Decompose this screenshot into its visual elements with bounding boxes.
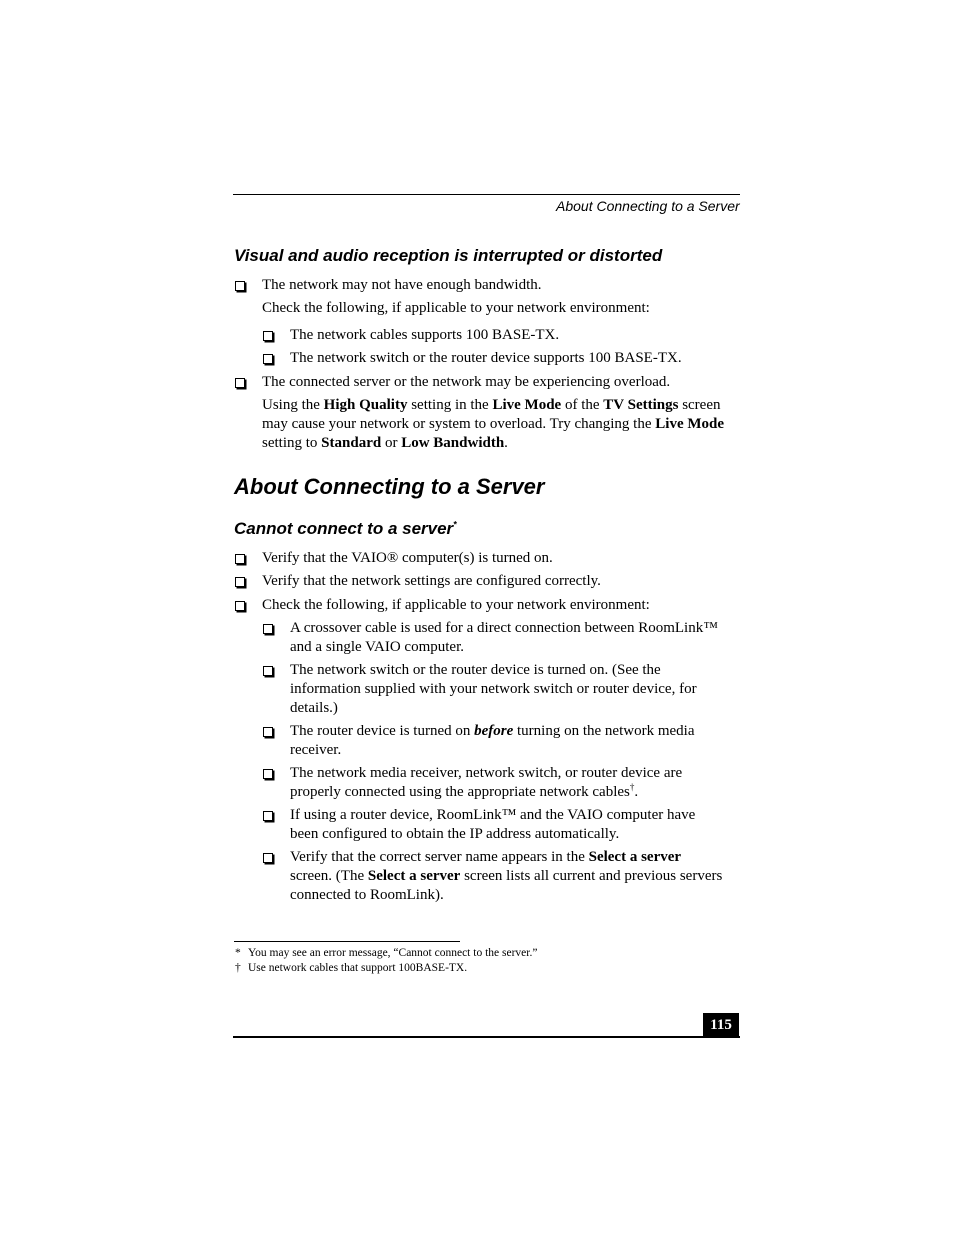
header-rule [233, 194, 740, 195]
section-heading-reception: Visual and audio reception is interrupted or distorted [234, 246, 663, 265]
footnote-ref-star: * [453, 519, 457, 530]
bullet-text: Verify that the network settings are configured correctly. [262, 573, 601, 589]
checkbox-bullet [263, 331, 273, 341]
checkbox-bullet [235, 281, 245, 291]
sub-bullet-text: details.) [290, 700, 338, 716]
footnote-text: Use network cables that support 100BASE-TX. [248, 962, 468, 974]
sub-bullet-text: The network switch or the router device supports 100 BASE-TX. [290, 350, 682, 366]
footnote-text: You may see an error message, “Cannot connect to the server.” [248, 947, 538, 959]
running-header: About Connecting to a Server [556, 198, 740, 214]
checkbox-bullet [263, 769, 273, 779]
bullet-note: Check the following, if applicable to your network environment: [262, 300, 650, 316]
checkbox-bullet [263, 727, 273, 737]
bullet-text: Check the following, if applicable to your network environment: [262, 597, 650, 613]
checkbox-bullet [235, 378, 245, 388]
bullet-text: The network may not have enough bandwidth. [262, 277, 542, 293]
sub-bullet-text: connected to RoomLink). [290, 887, 444, 903]
paragraph-line: Using the High Quality setting in the Live Mode of the TV Settings screen [262, 397, 721, 413]
bullet-text: The connected server or the network may be experiencing overload. [262, 374, 671, 390]
sub-bullet-text: If using a router device, RoomLink™ and the VAIO computer have [290, 807, 696, 823]
bullet-text: Verify that the VAIO® computer(s) is turned on. [262, 550, 553, 566]
footnote-mark: * [235, 947, 241, 959]
checkbox-bullet [263, 666, 273, 676]
checkbox-bullet [235, 601, 245, 611]
sub-bullet-text: information supplied with your network switch or router device, for [290, 681, 697, 697]
paragraph-line: may cause your network or system to overload. Try changing the Live Mode [262, 416, 725, 432]
footer-rule [233, 1036, 740, 1038]
checkbox-bullet [263, 624, 273, 634]
checkbox-bullet [263, 354, 273, 364]
checkbox-bullet [235, 577, 245, 587]
section-heading-cannot-connect: Cannot connect to a server* [234, 519, 457, 538]
sub-bullet-text: and a single VAIO computer. [290, 639, 465, 655]
sub-bullet-text: The network media receiver, network switch, or router device are [290, 765, 683, 781]
footnote-mark: † [235, 962, 241, 974]
footnote-rule [234, 941, 460, 942]
sub-bullet-text: The network switch or the router device is turned on. (See the [290, 662, 661, 678]
sub-bullet-text: screen. (The Select a server screen lists all current and previous servers [290, 868, 723, 884]
sub-bullet-text: A crossover cable is used for a direct connection between RoomLink™ [290, 620, 718, 636]
page-title: About Connecting to a Server [234, 474, 545, 499]
checkbox-bullet [263, 811, 273, 821]
sub-bullet-text: receiver. [290, 742, 342, 758]
footnote-ref-dagger: † [629, 782, 635, 792]
sub-bullet-text: been configured to obtain the IP address automatically. [290, 826, 620, 842]
checkbox-bullet [263, 853, 273, 863]
checkbox-bullet [235, 554, 245, 564]
sub-bullet-text: Verify that the correct server name appears in the Select a server [290, 849, 682, 865]
paragraph-line: setting to Standard or Low Bandwidth. [262, 435, 508, 451]
sub-bullet-text: properly connected using the appropriate network cables†. [290, 782, 639, 800]
page-number: 115 [703, 1013, 739, 1037]
sub-bullet-text: The router device is turned on before turning on the network media [290, 723, 695, 739]
sub-bullet-text: The network cables supports 100 BASE-TX. [290, 327, 560, 343]
